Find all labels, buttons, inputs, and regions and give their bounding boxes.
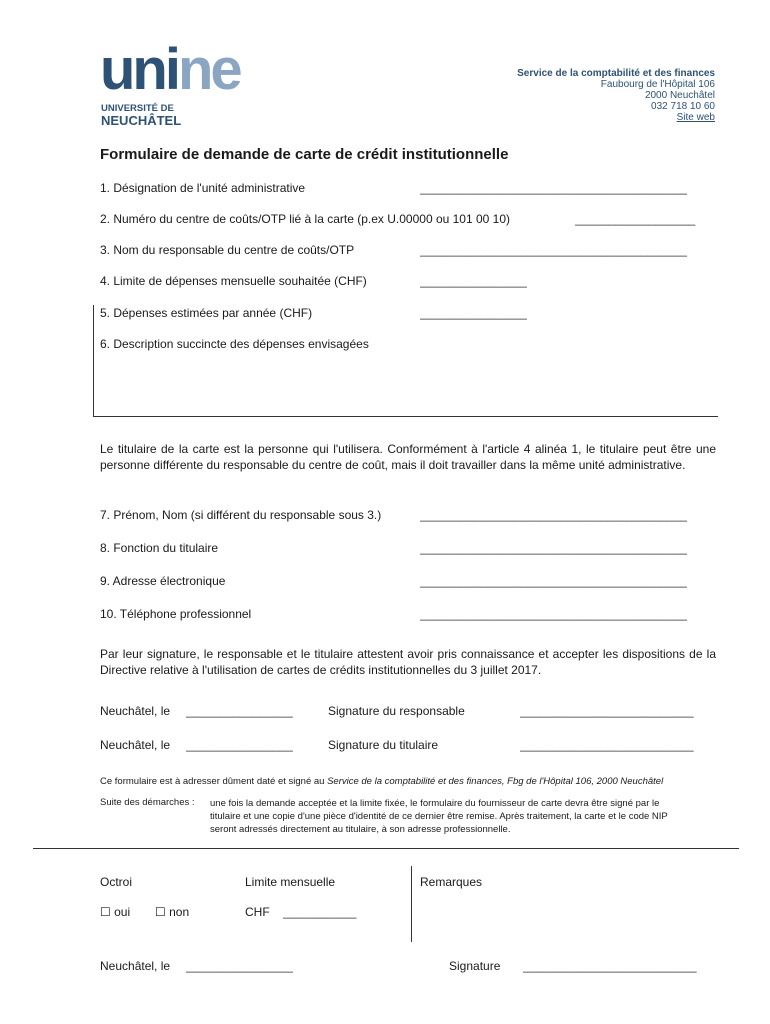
question-8-field[interactable]: ________________________________________	[420, 541, 687, 555]
question-5-label: 5. Dépenses estimées par année (CHF)	[100, 306, 313, 320]
question-1-label: 1. Désignation de l'unité administrative	[100, 181, 306, 195]
next-steps-text	[210, 797, 668, 836]
address-note-destination: Service de la comptabilité et des finances, Fbg de l'Hôpital 106, 2000 Neuchâtel	[327, 776, 664, 787]
question-5-field[interactable]: ________________	[420, 306, 527, 320]
question-7-field[interactable]: ________________________________________	[420, 508, 687, 522]
header-website-link[interactable]: Site web	[676, 112, 715, 123]
oui-label: oui	[114, 905, 131, 919]
logo-line-2: NEUCHÂTEL	[101, 113, 182, 128]
header-city: 2000 Neuchâtel	[644, 90, 715, 101]
header-phone: 032 718 10 60	[651, 101, 715, 112]
octroi-label: Octroi	[100, 875, 133, 889]
logo-line-1: UNIVERSITÉ DE	[101, 103, 174, 114]
limit-amount-field[interactable]: ___________	[283, 905, 357, 919]
question-9-field[interactable]: ________________________________________	[420, 574, 687, 588]
question-4-label: 4. Limite de dépenses mensuelle souhaitée (CHF)	[100, 274, 367, 288]
currency-label: CHF	[245, 905, 270, 919]
office-signature-field[interactable]: __________________________	[523, 959, 697, 973]
header-service: Service de la comptabilité et des finances	[517, 68, 715, 79]
oui-option[interactable]	[100, 905, 130, 919]
oui-checkbox-icon[interactable]: ☐	[100, 905, 111, 919]
non-label: non	[169, 905, 190, 919]
signature-paragraph: Par leur signature, le responsable et le titulaire attestent avoir pris connaissance et accepter les dispositions de la Directive relative à l'utilisation de cartes de crédits institutionnelles du 3 juillet 2017.	[100, 647, 716, 677]
question-2-field[interactable]: __________________	[575, 212, 696, 226]
non-option[interactable]	[155, 905, 189, 919]
section-divider	[33, 848, 739, 849]
office-date-field[interactable]: ________________	[186, 959, 293, 973]
remarks-label: Remarques	[420, 875, 483, 889]
logo-word-b: ne	[177, 37, 240, 102]
question-3-field[interactable]: ________________________________________	[420, 243, 687, 257]
question-7-label: 7. Prénom, Nom (si différent du responsable sous 3.)	[100, 508, 382, 522]
question-4-field[interactable]: ________________	[420, 274, 527, 288]
question-2-label: 2. Numéro du centre de coûts/OTP lié à la carte (p.ex U.00000 ou 101 00 10)	[100, 212, 511, 226]
header-street: Faubourg de l'Hôpital 106	[600, 79, 715, 90]
signature-2-date-field[interactable]: ________________	[186, 738, 293, 752]
description-box[interactable]	[93, 305, 718, 417]
signature-1-field[interactable]: __________________________	[520, 704, 694, 718]
non-checkbox-icon[interactable]: ☐	[155, 905, 166, 919]
limit-label: Limite mensuelle	[245, 875, 336, 889]
question-1-field[interactable]: ________________________________________	[420, 181, 687, 195]
signature-1-date-field[interactable]: ________________	[186, 704, 293, 718]
university-logo	[100, 37, 240, 102]
holder-paragraph: Le titulaire de la carte est la personne qui l'utilisera. Conformément à l'article 4 alinéa 1, le titulaire peut être une personne différente du responsable du centre de coût, mais il doit travailler dans la même unité administrative.	[100, 442, 716, 472]
office-signature-label: Signature	[449, 959, 501, 973]
signature-1-label: Signature du responsable	[328, 704, 465, 718]
signature-2-field[interactable]: __________________________	[520, 738, 694, 752]
address-note-prefix: Ce formulaire est à adresser dûment daté et signé au	[100, 776, 325, 787]
form-title: Formulaire de demande de carte de crédit institutionnelle	[100, 146, 509, 163]
question-3-label: 3. Nom du responsable du centre de coûts/OTP	[100, 243, 355, 257]
next-steps-line: seront adressés directement au titulaire, à son adresse professionnelle.	[210, 824, 511, 835]
address-note	[100, 776, 720, 787]
next-steps-line: titulaire et une copie d'une pièce d'identité de ce dernier être remise. Après traitement, la carte et le code NIP	[210, 811, 668, 822]
question-8-label: 8. Fonction du titulaire	[100, 541, 219, 555]
question-10-field[interactable]: ________________________________________	[420, 607, 687, 621]
logo-word-a: uni	[100, 37, 178, 102]
next-steps-label: Suite des démarches :	[100, 797, 195, 808]
signature-2-place: Neuchâtel, le	[100, 738, 171, 752]
next-steps-line: une fois la demande acceptée et la limite fixée, le formulaire du fournisseur de carte devra être signé par le	[210, 798, 660, 809]
remarks-divider	[411, 866, 412, 942]
signature-2-label: Signature du titulaire	[328, 738, 439, 752]
question-9-label: 9. Adresse électronique	[100, 574, 226, 588]
question-10-label: 10. Téléphone professionnel	[100, 607, 252, 621]
signature-1-place: Neuchâtel, le	[100, 704, 171, 718]
office-place: Neuchâtel, le	[100, 959, 171, 973]
question-6-label: 6. Description succincte des dépenses envisagées	[100, 337, 369, 351]
